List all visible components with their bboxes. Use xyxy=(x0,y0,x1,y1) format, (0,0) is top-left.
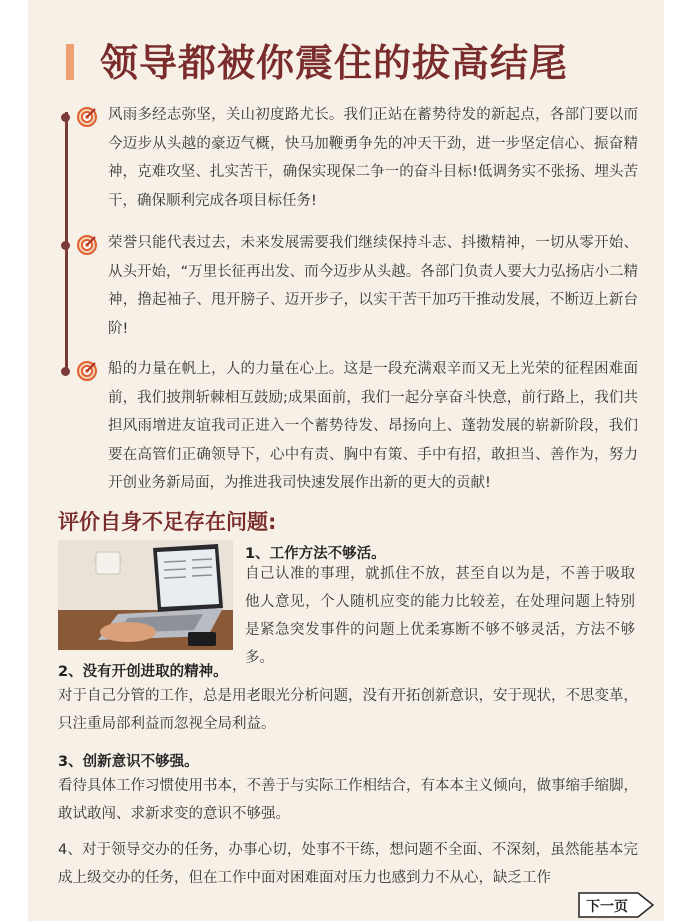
timeline-dot xyxy=(61,241,70,250)
problem-4-body: 4、对于领导交办的任务，办事心切，处事不干练，想问题不全面、不深刻，虽然能基本完成上级交办的任务，但在工作中面对困难面对压力也感到力不从心，缺乏工作 xyxy=(58,842,638,886)
target-icon xyxy=(76,106,98,128)
problem-3-title: 3、创新意识不够强。 xyxy=(58,754,199,770)
problem-1-body: 自己认准的事理，就抓住不放，甚至自以为是，不善于吸取他人意见，个人随机应变的能力比较差，在处理问题上特别是紧急突发事件的问题上优柔寡断不够不够灵活，方法不够多。 xyxy=(245,566,635,666)
section-heading: 评价自身不足存在问题: xyxy=(58,510,277,534)
next-page-label: 下一页 xyxy=(586,899,628,915)
problem-2-body: 对于自己分管的工作，总是用老眼光分析问题，没有开拓创新意识，安于现状，不思变革，只注重局部利益而忽视全局利益。 xyxy=(58,688,638,732)
problem-3-body: 看待具体工作习惯使用书本，不善于与实际工作相结合，有本本主义倾向，做事缩手缩脚，敢试敢闯、求新求变的意识不够强。 xyxy=(58,778,638,822)
target-icon xyxy=(76,360,98,382)
problem-1-title: 1、工作方法不够活。 xyxy=(245,546,386,562)
timeline-dot xyxy=(61,113,70,122)
title-accent-bar xyxy=(66,44,74,80)
paragraph-3: 船的力量在帆上，人的力量在心上。这是一段充满艰辛而又无上光荣的征程困难面前，我们披荆斩棘相互鼓励;成果面前，我们一起分享奋斗快意，前行路上，我们共担风雨增进友谊我司正进入一个蓄势待发、昂扬向上、蓬勃发展的崭新阶段，我们要在高管们正确领导下，心中有责、胸中有策、手中有招，敢担当、善作为，努力开创业务新局面，为推进我司快速发展作出新的更大的贡献! xyxy=(108,361,638,491)
page-title: 领导都被你震住的拔高结尾 xyxy=(100,41,569,85)
next-page-button[interactable] xyxy=(578,892,654,918)
paragraph-2: 荣誉只能代表过去，未来发展需要我们继续保持斗志、抖擞精神，一切从零开始、从头开始，“万里长征再出发、而今迈步从头越。各部门负责人要大力弘扬店小二精神，撸起袖子、甩开膀子、迈开步子，以实干苦干加巧干推动发展，不断迈上新台阶! xyxy=(108,235,638,337)
target-icon xyxy=(76,234,98,256)
problem-2-title: 2、没有开创进取的精神。 xyxy=(58,664,228,680)
timeline-dot xyxy=(61,367,70,376)
paragraph-1: 风雨多经志弥坚，关山初度路尤长。我们正站在蓄势待发的新起点，各部门要以而今迈步从头越的豪迈气概，快马加鞭勇争先的冲天干劲，进一步坚定信心、振奋精神，克难攻坚、扎实苦干，确保实现保二争一的奋斗目标!低调务实不张扬、埋头苦干，确保顺利完成各项目标任务! xyxy=(108,107,638,209)
laptop-photo xyxy=(58,540,233,650)
